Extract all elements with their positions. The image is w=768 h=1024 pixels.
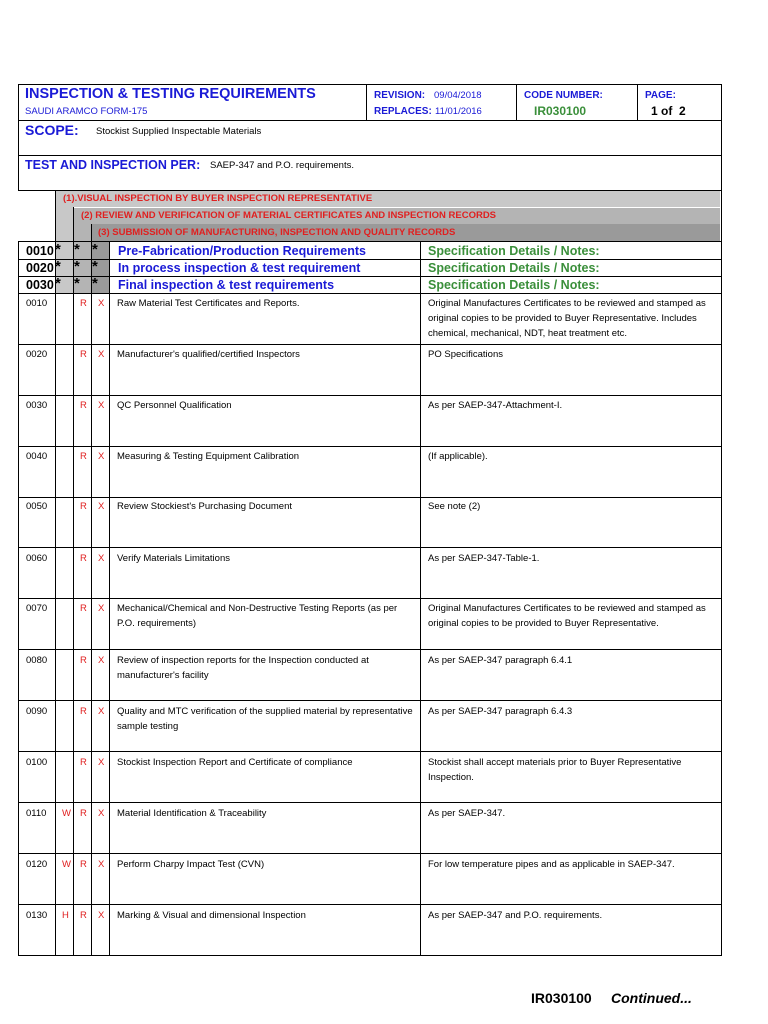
item-description: Material Identification & Traceability	[117, 808, 267, 819]
revision-value: 09/04/2018	[434, 90, 482, 101]
phase-notes-heading: Specification Details / Notes:	[428, 261, 600, 275]
item-code: 0080	[26, 655, 48, 666]
item-col-2: R	[80, 859, 87, 870]
legend-item-2: (2) REVIEW AND VERIFICATION OF MATERIAL CERTIFICATES AND INSPECTION RECORDS	[81, 210, 497, 221]
revision-label: REVISION:	[374, 90, 426, 101]
phase-mark: *	[55, 275, 61, 292]
replaces-value: 11/01/2016	[435, 106, 482, 117]
item-col-1: W	[62, 808, 71, 819]
item-col-3: X	[98, 706, 105, 717]
item-col-3: X	[98, 451, 105, 462]
item-code: 0010	[26, 298, 48, 309]
legend-item-3: (3) SUBMISSION OF MANUFACTURING, INSPECTION AND QUALITY RECORDS	[98, 227, 456, 238]
item-notes: As per SAEP-347-Table-1.	[428, 553, 540, 564]
item-description: Quality and MTC verification of the supplied material by representative sample testing	[117, 706, 413, 732]
form-number: SAUDI ARAMCO FORM-175	[25, 106, 148, 117]
item-col-2: R	[80, 757, 87, 768]
item-description: QC Personnel Qualification	[117, 400, 232, 411]
item-notes: For low temperature pipes and as applicable in SAEP-347.	[428, 859, 675, 870]
phase-mark: *	[92, 275, 98, 292]
item-notes: Original Manufactures Certificates to be reviewed and stamped as original copies to be provided to Buyer Representative.	[428, 603, 706, 629]
item-col-2: R	[80, 451, 87, 462]
phase-title: Pre-Fabrication/Production Requirements	[118, 244, 366, 258]
test-per-label: TEST AND INSPECTION PER:	[25, 158, 201, 172]
item-description: Raw Material Test Certificates and Reports.	[117, 298, 300, 309]
form-title: INSPECTION & TESTING REQUIREMENTS	[25, 86, 316, 102]
phase-mark: *	[92, 258, 98, 275]
item-code: 0030	[26, 400, 48, 411]
legend-item-1: (1).VISUAL INSPECTION BY BUYER INSPECTION REPRESENTATIVE	[63, 193, 373, 204]
item-notes: As per SAEP-347 and P.O. requirements.	[428, 910, 603, 921]
item-col-2: R	[80, 706, 87, 717]
code-number-value: IR030100	[534, 104, 587, 118]
item-col-3: X	[98, 808, 105, 819]
scope-label: SCOPE:	[25, 122, 79, 138]
item-notes: (If applicable).	[428, 451, 488, 462]
item-notes: As per SAEP-347 paragraph 6.4.3	[428, 706, 573, 717]
item-notes: Stockist shall accept materials prior to Buyer Representative Inspection.	[428, 757, 682, 783]
item-code: 0060	[26, 553, 48, 564]
item-col-3: X	[98, 603, 105, 614]
item-col-2: R	[80, 655, 87, 666]
item-code: 0040	[26, 451, 48, 462]
item-notes: See note (2)	[428, 501, 481, 512]
item-code: 0050	[26, 501, 48, 512]
item-col-2: R	[80, 501, 87, 512]
phase-title: Final inspection & test requirements	[118, 278, 335, 292]
item-description: Stockist Inspection Report and Certificate of compliance	[117, 757, 353, 768]
item-code: 0100	[26, 757, 48, 768]
item-col-2: R	[80, 298, 87, 309]
code-number-label: CODE NUMBER:	[524, 90, 603, 101]
phase-notes-heading: Specification Details / Notes:	[428, 278, 600, 292]
item-col-2: R	[80, 910, 87, 921]
item-col-3: X	[98, 400, 105, 411]
item-description: Marking & Visual and dimensional Inspection	[117, 910, 306, 921]
item-description: Perform Charpy Impact Test (CVN)	[117, 859, 265, 870]
phase-mark: *	[74, 241, 80, 258]
phase-notes-heading: Specification Details / Notes:	[428, 244, 600, 258]
test-per-value: SAEP-347 and P.O. requirements.	[210, 160, 354, 171]
item-code: 0090	[26, 706, 48, 717]
item-col-3: X	[98, 501, 105, 512]
page-label: PAGE:	[645, 90, 676, 101]
item-col-3: X	[98, 859, 105, 870]
item-code: 0120	[26, 859, 48, 870]
phase-code: 0030	[26, 278, 54, 292]
item-description: Review Stockiest's Purchasing Document	[117, 501, 292, 512]
phase-mark: *	[74, 258, 80, 275]
item-code: 0110	[26, 808, 47, 819]
phase-code: 0010	[26, 244, 54, 258]
item-col-2: R	[80, 603, 87, 614]
replaces-label: REPLACES:	[374, 106, 432, 117]
item-col-3: X	[98, 298, 105, 309]
phase-mark: *	[92, 241, 98, 258]
item-col-2: R	[80, 349, 87, 360]
item-col-2: R	[80, 808, 87, 819]
scope-value: Stockist Supplied Inspectable Materials	[96, 126, 262, 137]
item-col-3: X	[98, 757, 105, 768]
phase-mark: *	[74, 275, 80, 292]
item-description: Measuring & Testing Equipment Calibration	[117, 451, 300, 462]
item-col-1: H	[62, 910, 69, 921]
item-description: Mechanical/Chemical and Non-Destructive Testing Reports (as per P.O. requirements)	[117, 603, 398, 629]
item-code: 0130	[26, 910, 48, 921]
item-notes: PO Specifications	[428, 349, 503, 360]
item-description: Manufacturer's qualified/certified Inspectors	[117, 349, 300, 360]
item-col-2: R	[80, 400, 87, 411]
item-col-3: X	[98, 655, 105, 666]
item-code: 0020	[26, 349, 48, 360]
footer-continued: Continued...	[611, 990, 692, 1006]
item-notes: Original Manufactures Certificates to be reviewed and stamped as original copies to be provided to Buyer Representative. Includes chemical, mechanical, NDT, heat treatment etc.	[428, 298, 706, 339]
item-col-2: R	[80, 553, 87, 564]
item-notes: As per SAEP-347-Attachment-I.	[428, 400, 563, 411]
item-col-3: X	[98, 349, 105, 360]
item-description: Verify Materials Limitations	[117, 553, 230, 564]
item-col-3: X	[98, 553, 105, 564]
phase-title: In process inspection & test requirement	[118, 261, 361, 275]
page-value: 1 of 2	[651, 104, 686, 118]
item-notes: As per SAEP-347 paragraph 6.4.1	[428, 655, 573, 666]
item-description: Review of inspection reports for the Inspection conducted at manufacturer's facility	[117, 655, 369, 681]
phase-code: 0020	[26, 261, 54, 275]
item-notes: As per SAEP-347.	[428, 808, 506, 819]
phase-mark: *	[55, 241, 61, 258]
footer-code: IR030100	[531, 990, 592, 1006]
item-code: 0070	[26, 603, 48, 614]
phase-mark: *	[55, 258, 61, 275]
item-col-3: X	[98, 910, 105, 921]
item-col-1: W	[62, 859, 71, 870]
